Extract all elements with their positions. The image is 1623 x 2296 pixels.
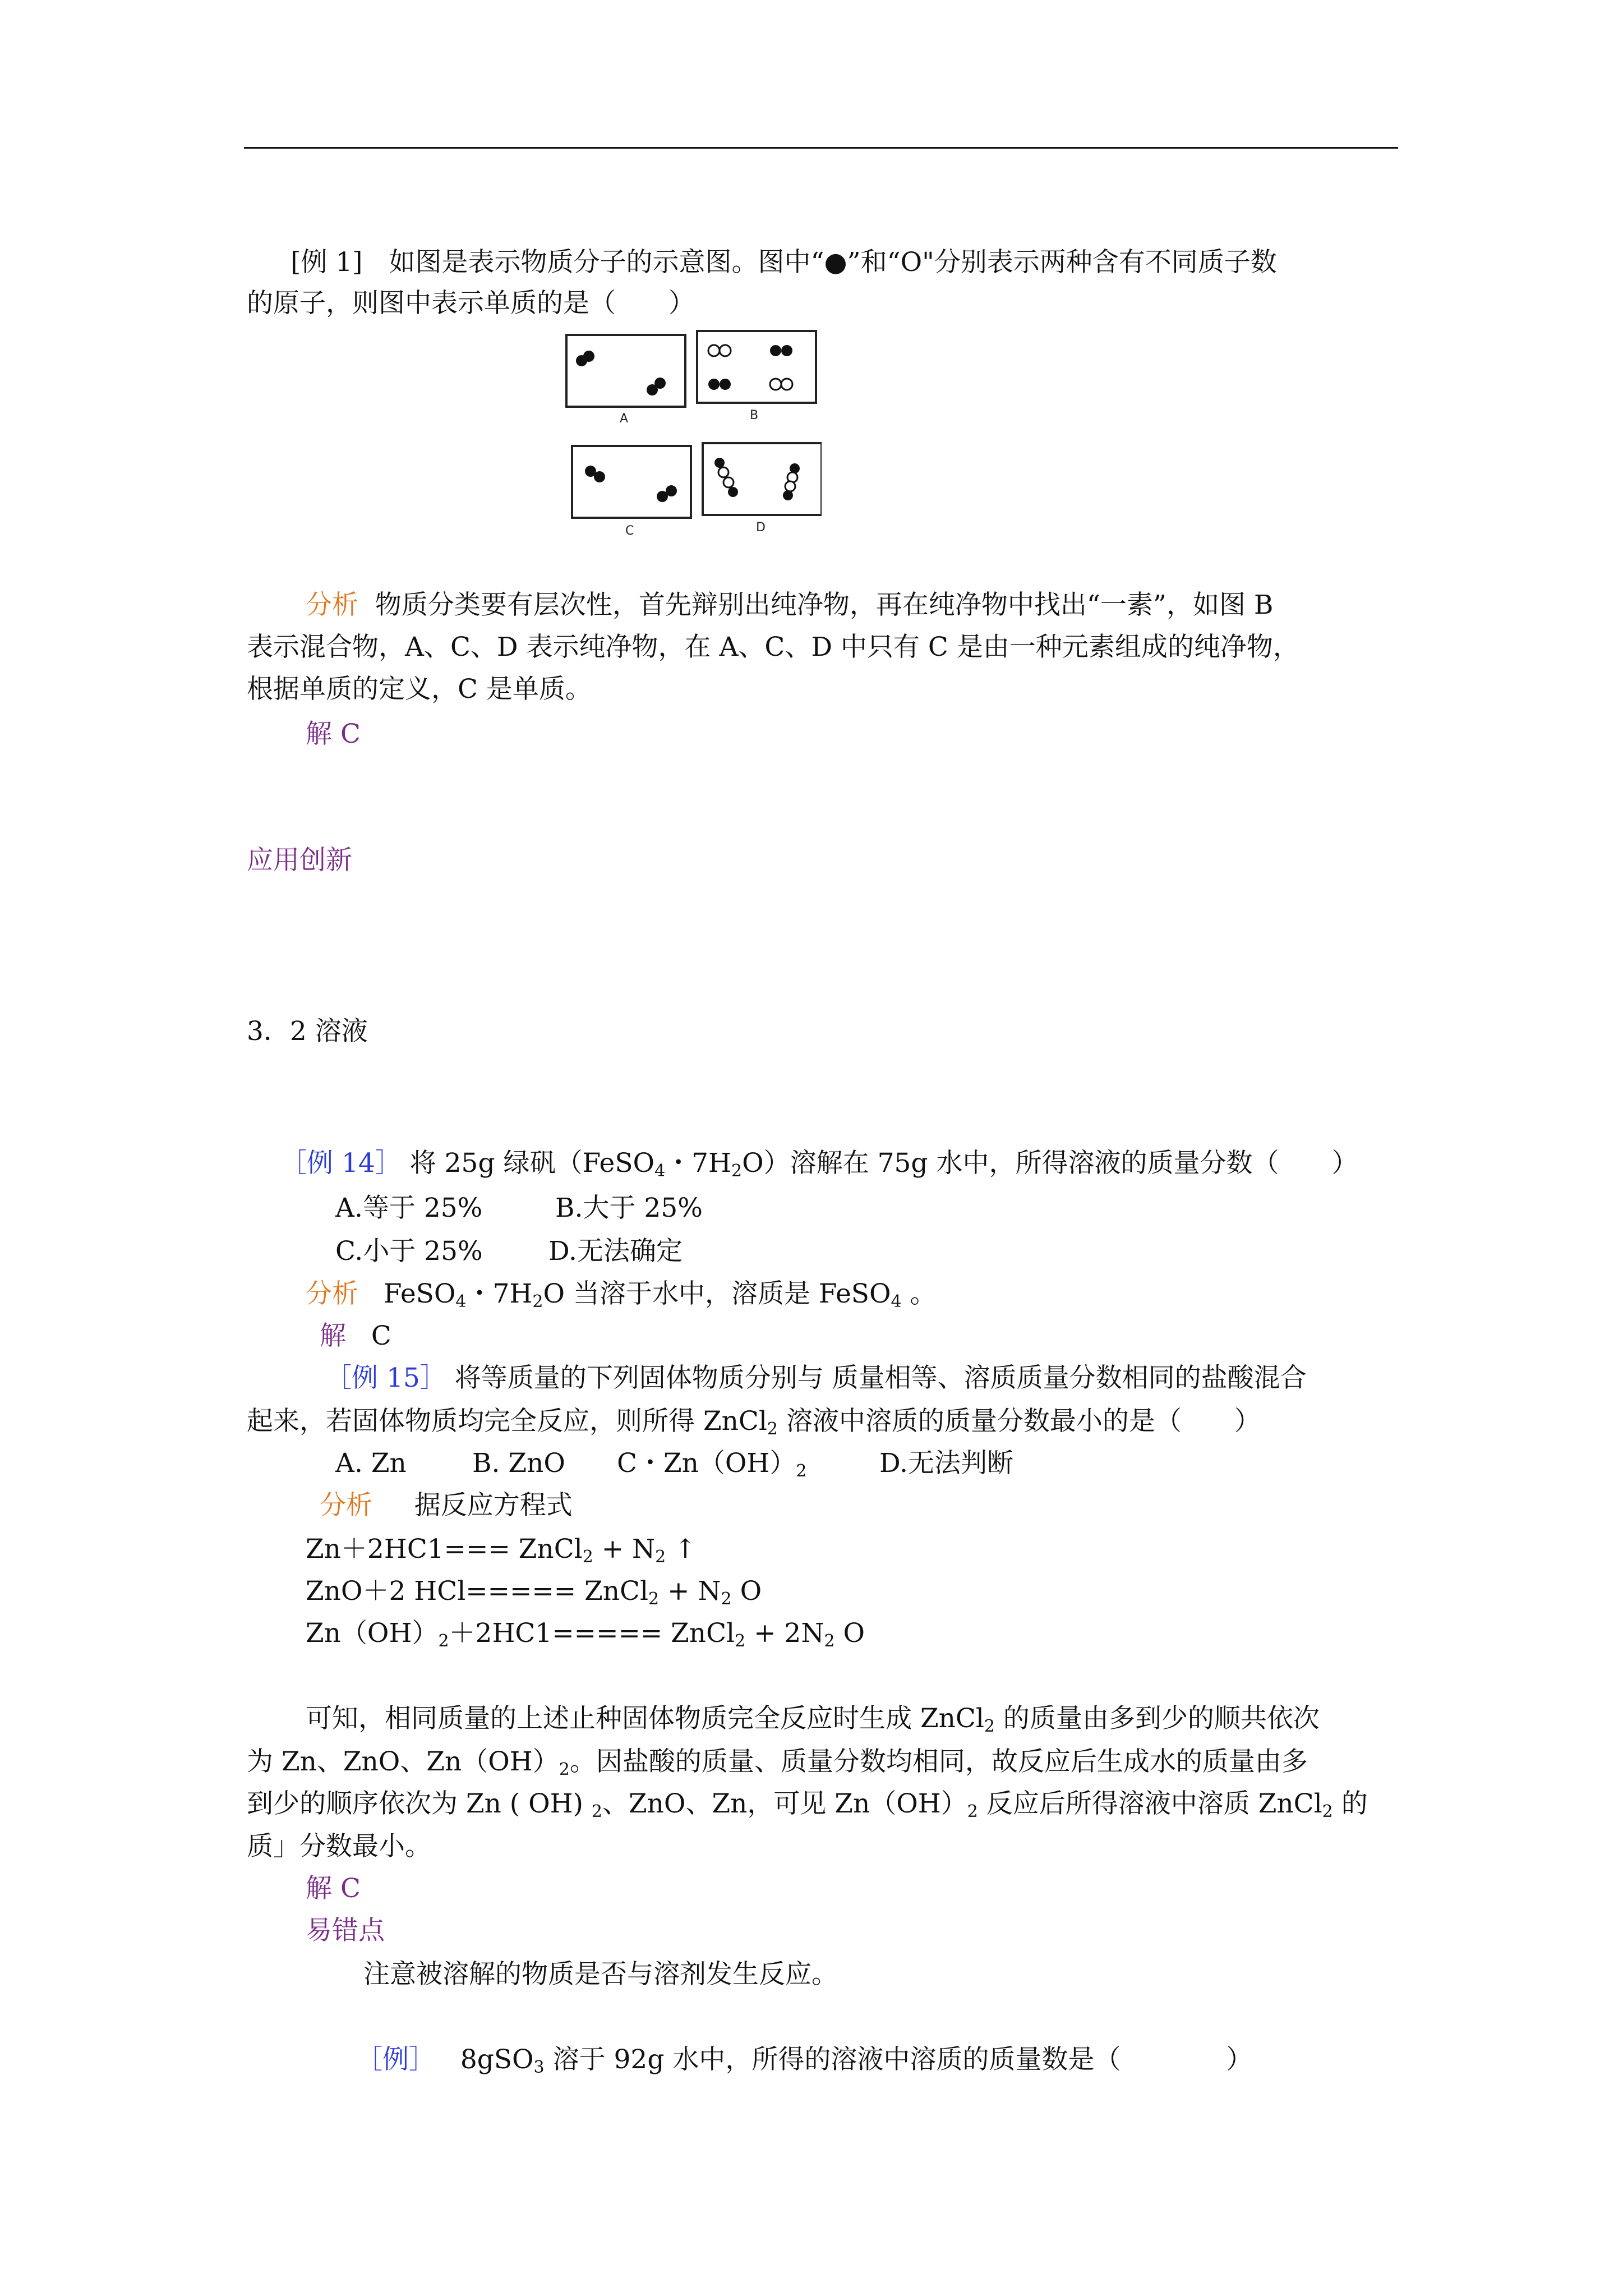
example15-question-line1: ［例 15］ 将等质量的下列固体物质分别与 质量相等、溶质质量分数相同的盐酸混合 — [325, 1363, 1307, 1393]
example15-paragraph-line1: 可知，相同质量的上述止种固体物质完全反应时生成 ZnCl$_2$ 的质量由多到少的顺共依次 — [306, 1703, 1320, 1736]
figure-label-b: B — [750, 408, 759, 422]
section-solution-title: 3．2 溶液 — [247, 1016, 368, 1047]
example15-option-c: C・$Zn(OH)_2$ — [617, 1448, 807, 1481]
equation-3: $Zn(OH)_2+2HC1=====$ ZnCl$_2$ + $2N_2$ O — [306, 1618, 865, 1651]
pitfall-text: 注意被溶解的物质是否与溶剂发生反应。 — [363, 1959, 838, 1990]
example1-analysis-line3: 根据单质的定义，C 是单质。 — [247, 674, 592, 705]
example14-answer: 解 C — [320, 1320, 391, 1351]
equation-2: ZnO＋2 HCl===== ZnCl$_2$ + $N_2$ O — [306, 1576, 762, 1609]
pitfall-label: 易错点 — [306, 1915, 385, 1946]
example14-tag: ［例 14］ — [280, 1148, 402, 1179]
example15-paragraph-line2: 为 Zn、ZnO、$Zn(OH)_2$。因盐酸的质量、质量分数均相同，故反应后生成水的质量由多 — [247, 1746, 1308, 1779]
example1-line1: [例 1] 如图是表示物质分子的示意图。图中“●”和“O"分别表示两种含有不同质子数 — [291, 247, 1277, 278]
example1-analysis-line1: 分析 物质分类要有层次性，首先辩别出纯净物，再在纯净物中找出“一素”，如图 B — [306, 590, 1274, 620]
example-last-question: ［例］ 8gSO$_3$ 溶于 92g 水中，所得的溶液中溶质的质量数是（ ） — [356, 2044, 1253, 2077]
figure-label-c: C — [625, 524, 634, 538]
example15-option-b: B. ZnO — [472, 1448, 565, 1479]
figure-label-d: D — [756, 521, 766, 535]
analysis-label: 分析 — [306, 1278, 358, 1309]
analysis-label: 分析 — [320, 1490, 372, 1521]
example14-option-c: C.小于 25% — [335, 1236, 483, 1267]
example-last-tag: ［例］ — [356, 2044, 435, 2075]
example15-analysis: 分析 据反应方程式 — [320, 1490, 573, 1521]
example14-option-d: D.无法确定 — [548, 1236, 683, 1267]
example15-answer: 解 C — [306, 1873, 361, 1904]
example14-question: ［例 14］ 将 25g 绿矾（FeSO$_4$・$7H_2O$）溶解在 75g 水中，所得溶液的质量分数（ ） — [280, 1148, 1358, 1181]
section-app-innovation: 应用创新 — [247, 845, 352, 876]
example1-line2: 的原子，则图中表示单质的是（ ） — [247, 288, 695, 319]
example1-answer: 解 C — [306, 719, 361, 749]
header-rule — [244, 147, 1398, 149]
example15-paragraph-line3: 到少的顺序依次为 Zn ( OH) $_2$、ZnO、Zn，可见 $Zn(OH)_2$ 反应后所得溶液中溶质 ZnCl$_2$ 的 — [247, 1788, 1368, 1821]
example15-option-d: D.无法判断 — [879, 1448, 1013, 1479]
example15-option-a: A. Zn — [335, 1448, 407, 1479]
molecule-figure — [564, 328, 822, 541]
example14-analysis: 分析 FeSO$_4$・$7H_2O$ 当溶于水中，溶质是 FeSO$_4$ 。 — [306, 1278, 937, 1312]
analysis-label: 分析 — [306, 590, 358, 620]
figure-label-a: A — [620, 412, 629, 426]
example14-option-b: B.大于 25% — [555, 1193, 703, 1223]
example1-analysis-line2: 表示混合物，A、C、D 表示纯净物，在 A、C、D 中只有 C 是由一种元素组成的纯净物， — [247, 632, 1299, 662]
example15-paragraph-line4: 质」分数最小。 — [247, 1831, 431, 1862]
example14-option-a: A.等于 25% — [335, 1193, 483, 1223]
example15-question-line2: 起来，若固体物质均完全反应，则所得 ZnCl$_2$ 溶液中溶质的质量分数最小的是（ ） — [247, 1406, 1261, 1439]
equation-1: Zn＋2HC1=== ZnCl$_2$ + $N_2$ ↑ — [306, 1534, 697, 1567]
example15-tag: ［例 15］ — [325, 1363, 446, 1393]
